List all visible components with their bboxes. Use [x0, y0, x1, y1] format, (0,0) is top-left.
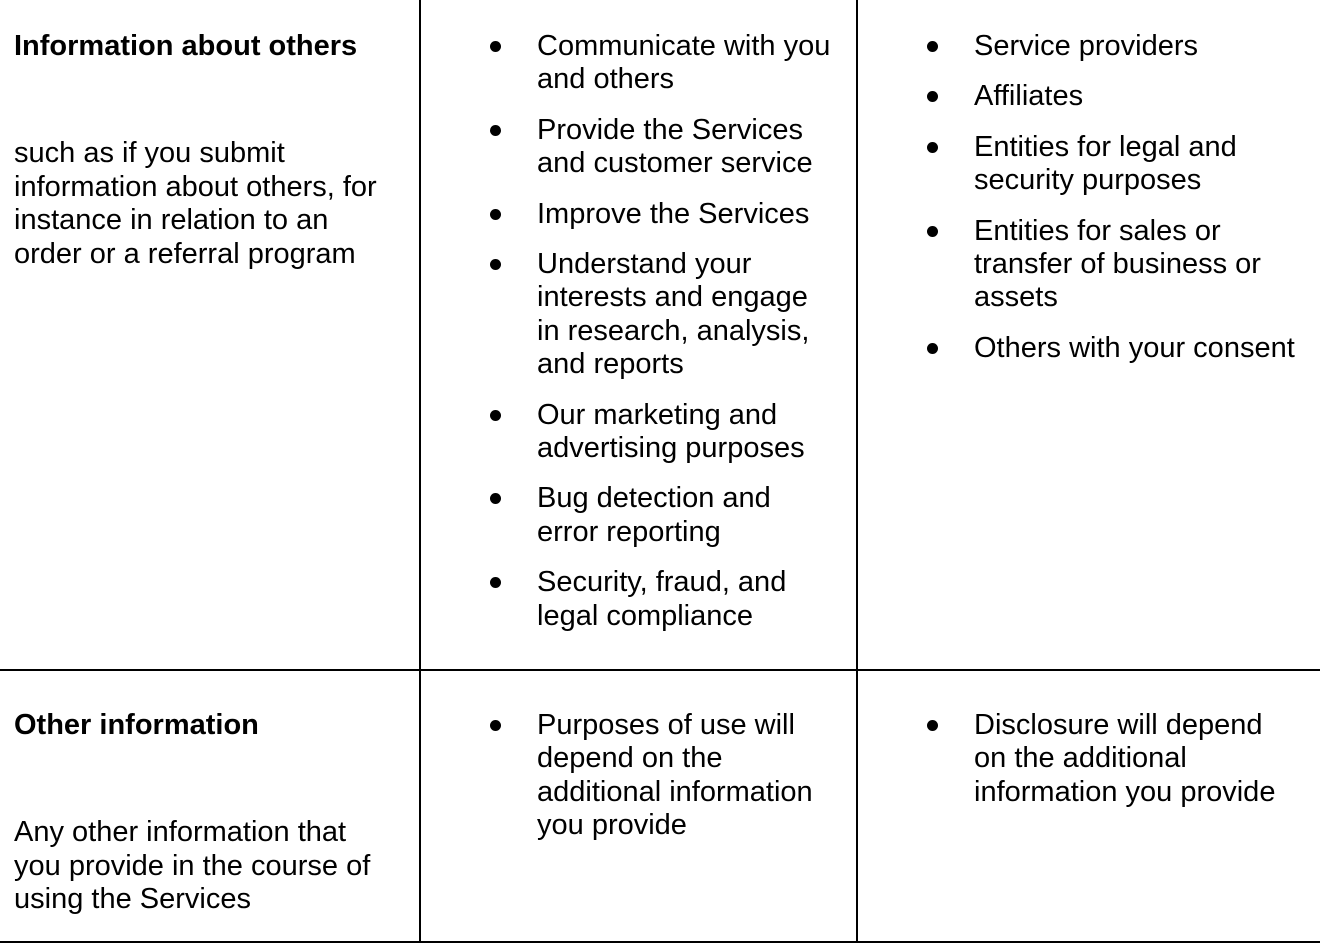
bullet-icon — [927, 41, 938, 52]
purposes-cell — [421, 671, 858, 941]
disclosures-list — [858, 709, 1320, 809]
list-item-text: Provide the Services and customer service — [537, 113, 813, 180]
list-item-text: Others with your consent — [974, 331, 1295, 364]
bullet-icon — [490, 125, 501, 136]
list-item — [537, 399, 834, 466]
list-item-text: Security, fraud, and legal compliance — [537, 566, 787, 632]
list-item — [537, 248, 834, 382]
purposes-list — [421, 30, 856, 633]
bullet-icon — [490, 410, 501, 421]
list-item — [537, 114, 834, 181]
bullet-icon — [490, 577, 501, 588]
category-title: Information about others — [14, 30, 358, 62]
category-description: such as if you submit information about others, for instance in relation to an order or a referral program — [14, 137, 377, 270]
category-title: Other information — [14, 709, 259, 741]
list-item — [537, 198, 834, 231]
list-item-text: Disclosure will depend on the additional information you provide — [974, 709, 1276, 808]
bullet-icon — [927, 226, 938, 237]
list-item — [537, 709, 834, 843]
list-item — [974, 215, 1297, 315]
list-item — [974, 131, 1297, 198]
disclosures-cell — [858, 671, 1320, 941]
list-item-text: Affiliates — [974, 80, 1084, 113]
list-item-text: Entities for legal and security purposes — [974, 130, 1237, 197]
bullet-icon — [490, 259, 501, 270]
purposes-list — [421, 709, 856, 843]
table-row-other-information — [0, 671, 1320, 943]
list-item — [974, 332, 1297, 365]
list-item-text: Purposes of use will depend on the additional information you provide — [537, 709, 813, 842]
info-category-cell — [0, 671, 421, 941]
list-item-text: Our marketing and advertising purposes — [537, 398, 805, 465]
bullet-icon — [927, 142, 938, 153]
bullet-icon — [490, 493, 501, 504]
list-item — [537, 566, 834, 633]
list-item-text: Bug detection and error reporting — [537, 482, 771, 548]
list-item-text: Communicate with you and others — [537, 30, 831, 96]
list-item-text: Improve the Services — [537, 197, 810, 230]
category-description: Any other information that you provide in the course of using the Services — [14, 816, 371, 916]
bullet-icon — [927, 343, 938, 354]
list-item-text: Understand your interests and engage in research, analysis, and reports — [537, 248, 810, 381]
list-item — [537, 482, 834, 549]
bullet-icon — [490, 720, 501, 731]
info-category-cell — [0, 0, 421, 669]
bullet-icon — [490, 41, 501, 52]
bullet-icon — [927, 91, 938, 102]
disclosures-list — [858, 30, 1320, 365]
bullet-icon — [927, 720, 938, 731]
disclosures-cell — [858, 0, 1320, 669]
list-item-text: Entities for sales or transfer of business or assets — [974, 214, 1261, 314]
list-item — [974, 30, 1297, 63]
list-item-text: Service providers — [974, 30, 1199, 62]
list-item — [537, 30, 834, 97]
list-item — [974, 80, 1297, 113]
purposes-cell — [421, 0, 858, 669]
list-item — [974, 709, 1297, 809]
bullet-icon — [490, 209, 501, 220]
